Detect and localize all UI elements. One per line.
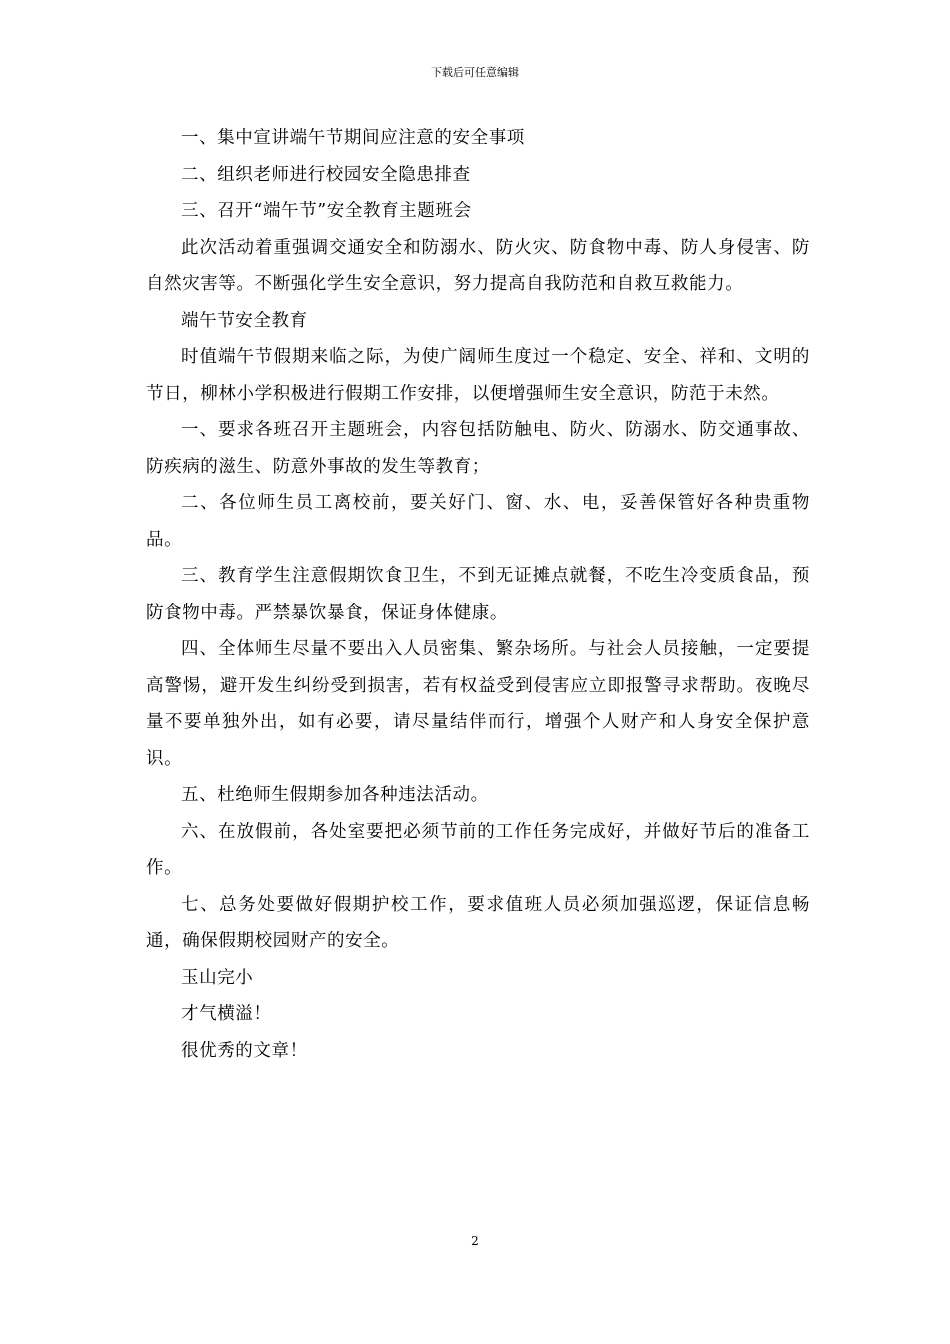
paragraph-section-one: 一、集中宣讲端午节期间应注意的安全事项 [181,128,525,148]
comment-one: 才气横溢！ [181,1004,272,1024]
section-heading: 端午节安全教育 [181,310,308,331]
comment-two: 很优秀的文章！ [181,1040,308,1061]
paragraph-item-six: 六、在放假前，各处室要把必须节前的工作任务完成好，并做好节后的准备工作。 [146,821,810,878]
signature-school: 玉山完小 [181,967,254,988]
page-header: 下载后可任意编辑 [431,66,519,79]
paragraph-item-one: 一、要求各班召开主题班会，内容包括防触电、防火、防溺水、防交通事故、防疾病的滋生、防意外事故的发生等教育； [146,420,810,477]
document-body [146,120,810,1069]
paragraph-item-three: 三、教育学生注意假期饮食卫生，不到无证摊点就餐，不吃生冷变质食品，预防食物中毒。严禁暴饮暴食，保证身体健康。 [146,566,810,623]
paragraph-item-two: 二、各位师生员工离校前，要关好门、窗、水、电，妥善保管好各种贵重物品。 [146,493,810,550]
paragraph-item-five: 五、杜绝师生假期参加各种违法活动。 [181,785,489,805]
paragraph-section-three: 三、召开“端午节”安全教育主题班会 [181,201,472,221]
paragraph-intro: 时值端午节假期来临之际，为使广阔师生度过一个稳定、安全、祥和、文明的节日，柳林小学积极进行假期工作安排，以便增强师生安全意识，防范于未然。 [146,347,810,404]
paragraph-item-four: 四、全体师生尽量不要出入人员密集、繁杂场所。与社会人员接触，一定要提高警惕，避开发生纠纷受到损害，若有权益受到侵害应立即报警寻求帮助。夜晚尽量不要单独外出，如有必要，请尽量结伴而行，增强个人财产和人身安全保护意识。 [146,639,810,769]
paragraph-activity-focus: 此次活动着重强调交通安全和防溺水、防火灾、防食物中毒、防人身侵害、防自然灾害等。不断强化学生安全意识，努力提高自我防范和自救互救能力。 [146,237,810,294]
paragraph-section-two: 二、组织老师进行校园安全隐患排查 [181,164,471,185]
paragraph-item-seven: 七、总务处要做好假期护校工作，要求值班人员必须加强巡逻，保证信息畅通，确保假期校园财产的安全。 [146,894,810,951]
page-number: 2 [471,1234,479,1248]
